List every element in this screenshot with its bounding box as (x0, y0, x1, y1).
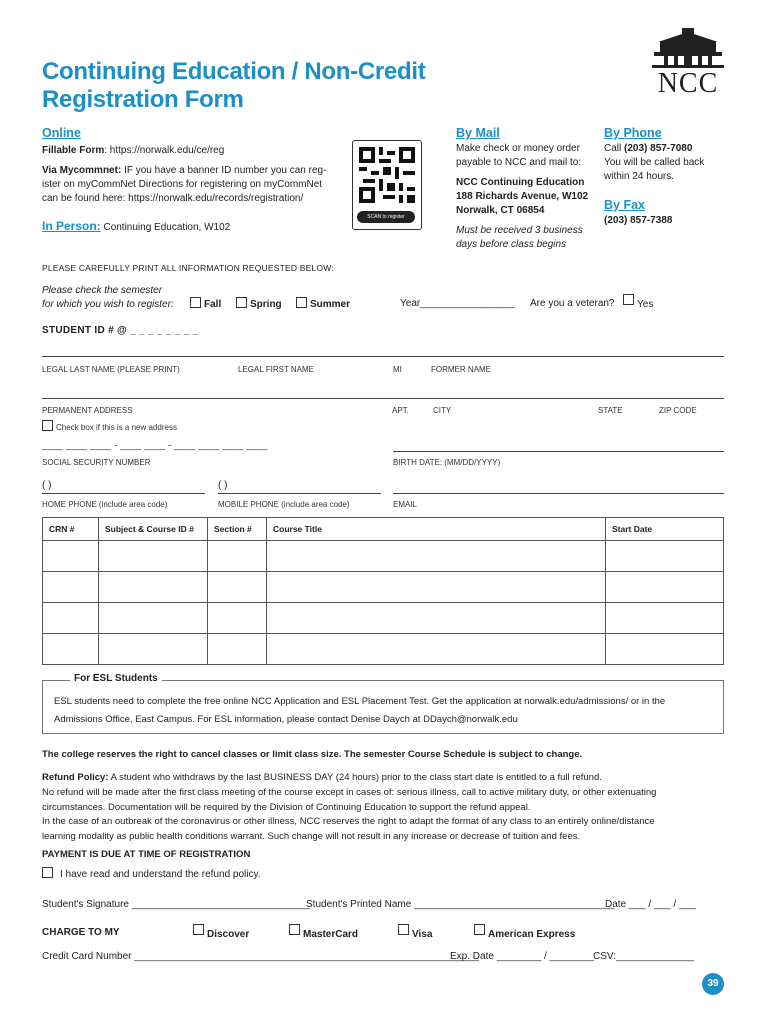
amex-option[interactable] (474, 924, 576, 940)
refund-policy (42, 771, 732, 845)
subject-cell[interactable] (99, 541, 208, 572)
ncc-logo (650, 28, 726, 99)
crn-cell[interactable] (43, 603, 99, 634)
phone-line-2: You will be called back (604, 157, 705, 168)
mail-section (456, 142, 596, 252)
year-field[interactable]: Year_________________ (400, 298, 515, 309)
refund-line-5: learning modality as public health conditions warrant. Such change will not result in any increase or decrease of tuition and fees. (42, 831, 581, 843)
table-row[interactable] (43, 634, 724, 665)
in-person (42, 219, 230, 233)
esl-line-2: Admissions Office, East Campus. For ESL information, please contact Denise Daych at DDaych@norwalk.edu (54, 714, 518, 725)
via-label: Via Mycommnet: (42, 165, 122, 176)
printed-name-field[interactable]: Student's Printed Name ____________________________________ (306, 899, 615, 910)
name-line[interactable] (42, 356, 724, 357)
ssn-label: SOCIAL SECURITY NUMBER (42, 458, 151, 467)
email-line[interactable] (393, 493, 724, 494)
start-date-header: Start Date (606, 518, 724, 541)
csv-field[interactable]: CSV:______________ (593, 951, 694, 962)
mastercard-option[interactable] (289, 924, 359, 940)
phone-number: (203) 857-7080 (624, 143, 693, 154)
mobile-phone-line[interactable] (218, 493, 381, 494)
start-date-cell[interactable] (606, 603, 724, 634)
fall-label: Fall (204, 299, 222, 310)
via-line-2: ister on myCommNet Directions for registering on myCommNet (42, 179, 323, 190)
semester-prompt-1: Please check the semester (42, 285, 163, 296)
ssn-field[interactable]: ____ ____ ____ - ____ ____ - ____ ____ ____ ____ (42, 440, 268, 450)
course-title-cell[interactable] (267, 572, 606, 603)
visa-label: Visa (412, 929, 433, 940)
new-address-label: Check box if this is a new address (56, 423, 177, 432)
veteran-question: Are you a veteran? (530, 298, 615, 309)
mobile-phone-paren: ( ) (218, 480, 228, 491)
online-heading: Online (42, 126, 81, 140)
subject-cell[interactable] (99, 603, 208, 634)
esl-text (54, 693, 720, 729)
mail-addr-2: 188 Richards Avenue, W102 (456, 191, 589, 202)
spring-option[interactable] (236, 297, 282, 312)
refund-ack-label: I have read and understand the refund policy. (60, 869, 261, 880)
building-icon (650, 28, 726, 68)
refund-line-2: No refund will be made after the first class meeting of the course except in cases of: serious illness, call to active military duty, or other extenuating (42, 786, 657, 798)
signature-field[interactable]: Student's Signature ________________________________ (42, 899, 310, 910)
page-number: 39 (702, 973, 724, 995)
last-name-label: LEGAL LAST NAME (PLEASE PRINT) (42, 365, 180, 374)
mail-addr-1: NCC Continuing Education (456, 177, 585, 188)
refund-ack-checkbox[interactable] (42, 867, 53, 878)
via-line-1: IF you have a banner ID number you can reg- (121, 165, 327, 176)
form-title (42, 58, 425, 114)
veteran-yes-option[interactable] (623, 294, 653, 309)
mail-addr-3: Norwalk, CT 06854 (456, 205, 545, 216)
logo-text: NCC (657, 68, 719, 99)
course-table-header (43, 518, 724, 541)
spring-label: Spring (250, 299, 282, 310)
home-phone-line[interactable] (42, 493, 205, 494)
birth-date-label: BIRTH DATE: (MM/DD/YYYY) (393, 458, 501, 467)
new-address-option[interactable] (42, 420, 177, 432)
course-title-cell[interactable] (267, 603, 606, 634)
crn-header: CRN # (43, 518, 99, 541)
subject-cell[interactable] (99, 634, 208, 665)
fillable-label: Fillable Form (42, 145, 105, 156)
summer-checkbox[interactable] (296, 297, 307, 308)
mastercard-checkbox[interactable] (289, 924, 300, 935)
mail-note-2: days before class begins (456, 239, 567, 250)
exp-date-field[interactable]: Exp. Date ________ / ________ (450, 951, 595, 962)
esl-line-1: ESL students need to complete the free online NCC Application and ESL Placement Test. Get the application at norwalk.edu/admissions/ or in the (54, 696, 666, 707)
refund-line-1: A student who withdraws by the last BUSINESS DAY (24 hours) prior to the class start date is entitled to a full refund. (108, 772, 602, 783)
reserve-statement: The college reserves the right to cancel classes or limit class size. The semester Course Schedule is subject to change. (42, 749, 583, 760)
crn-cell[interactable] (43, 572, 99, 603)
online-section (42, 144, 342, 206)
city-label: CITY (433, 406, 452, 415)
address-line[interactable] (42, 398, 724, 399)
start-date-cell[interactable] (606, 634, 724, 665)
section-header: Section # (208, 518, 267, 541)
qr-code (352, 140, 422, 230)
esl-legend: For ESL Students (70, 673, 162, 684)
fax-heading: By Fax (604, 198, 645, 212)
date-field[interactable]: Date ___ / ___ / ___ (605, 899, 696, 910)
amex-label: American Express (488, 929, 576, 940)
first-name-label: LEGAL FIRST NAME (238, 365, 315, 374)
former-name-label: FORMER NAME (431, 365, 491, 374)
mail-heading: By Mail (456, 126, 500, 140)
fillable-url[interactable]: : https://norwalk.edu/ce/reg (104, 145, 225, 156)
discover-checkbox[interactable] (193, 924, 204, 935)
crn-cell[interactable] (43, 634, 99, 665)
start-date-cell[interactable] (606, 541, 724, 572)
in-person-label: In Person: (42, 219, 101, 233)
section-cell[interactable] (208, 572, 267, 603)
summer-label: Summer (310, 299, 351, 310)
zip-label: ZIP CODE (659, 406, 697, 415)
discover-label: Discover (207, 929, 250, 940)
mastercard-label: MasterCard (303, 929, 359, 940)
fall-checkbox[interactable] (190, 297, 201, 308)
home-phone-paren: ( ) (42, 480, 52, 491)
mail-line-1: Make check or money order (456, 143, 580, 154)
semester-prompt (42, 284, 174, 312)
course-title-cell[interactable] (267, 541, 606, 572)
visa-checkbox[interactable] (398, 924, 409, 935)
title-line-2: Registration Form (42, 86, 244, 113)
home-phone-label: HOME PHONE (include area code) (42, 500, 168, 509)
via-line-3[interactable]: can be found here: https://norwalk.edu/records/registration/ (42, 193, 304, 204)
mail-line-2: payable to NCC and mail to: (456, 157, 582, 168)
table-row[interactable] (43, 572, 724, 603)
print-notice: PLEASE CAREFULLY PRINT ALL INFORMATION REQUESTED BELOW: (42, 263, 334, 273)
refund-line-3: circumstances. Documentation will be required by the Division of Continuing Education to support the refund appeal. (42, 801, 531, 813)
address-label: PERMANENT ADDRESS (42, 406, 133, 415)
crn-cell[interactable] (43, 541, 99, 572)
phone-section (604, 142, 734, 184)
student-id-field[interactable]: STUDENT ID # @ _ _ _ _ _ _ _ _ (42, 325, 199, 336)
section-cell[interactable] (208, 603, 267, 634)
in-person-text: Continuing Education, W102 (100, 222, 231, 233)
refund-ack-option[interactable] (42, 867, 261, 880)
course-title-cell[interactable] (267, 634, 606, 665)
veteran-yes-label: Yes (637, 299, 654, 310)
mail-note-1: Must be received 3 business (456, 225, 583, 236)
mobile-phone-label: MOBILE PHONE (include area code) (218, 500, 350, 509)
refund-label: Refund Policy: (42, 772, 109, 783)
card-number-field[interactable]: Credit Card Number ______________________________________________________________ (42, 951, 480, 962)
table-row[interactable] (43, 541, 724, 572)
apt-label: APT. (392, 406, 409, 415)
email-label: EMAIL (393, 500, 418, 509)
table-row[interactable] (43, 603, 724, 634)
spring-checkbox[interactable] (236, 297, 247, 308)
course-title-header: Course Title (267, 518, 606, 541)
visa-option[interactable] (398, 924, 433, 940)
semester-prompt-2: for which you wish to register: (42, 299, 174, 310)
qr-code-icon (359, 147, 415, 203)
subject-header: Subject & Course ID # (99, 518, 208, 541)
discover-option[interactable] (193, 924, 250, 940)
mi-label: MI (393, 365, 402, 374)
phone-line-3: within 24 hours. (604, 171, 675, 182)
course-table (42, 517, 724, 665)
phone-call: Call (604, 143, 625, 154)
fax-number: (203) 857-7388 (604, 215, 673, 226)
qr-caption: SCAN to register (357, 211, 415, 223)
new-address-checkbox[interactable] (42, 420, 53, 431)
fall-option[interactable] (190, 297, 221, 312)
birth-date-line[interactable] (393, 451, 724, 452)
phone-heading: By Phone (604, 126, 662, 140)
veteran-checkbox[interactable] (623, 294, 634, 305)
payment-due: PAYMENT IS DUE AT TIME OF REGISTRATION (42, 849, 251, 860)
summer-option[interactable] (296, 297, 350, 312)
section-cell[interactable] (208, 634, 267, 665)
amex-checkbox[interactable] (474, 924, 485, 935)
charge-label: CHARGE TO MY (42, 927, 120, 938)
subject-cell[interactable] (99, 572, 208, 603)
state-label: STATE (598, 406, 623, 415)
section-cell[interactable] (208, 541, 267, 572)
title-line-1: Continuing Education / Non-Credit (42, 58, 426, 85)
start-date-cell[interactable] (606, 572, 724, 603)
refund-line-4: In the case of an outbreak of the coronavirus or other illness, NCC reserves the right to adapt the format of any class to an entirely online/distance (42, 816, 655, 828)
